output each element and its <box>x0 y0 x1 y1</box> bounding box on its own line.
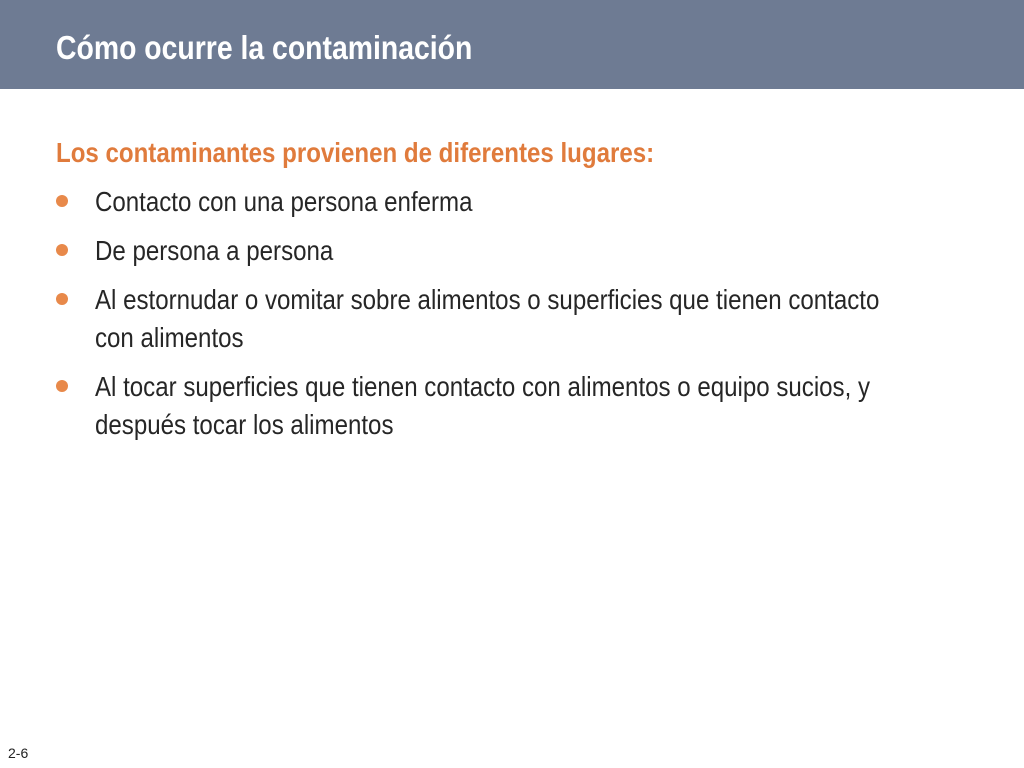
bullet-text-line: con alimentos <box>95 322 244 353</box>
bullet-item <box>56 183 956 221</box>
title-bar <box>0 0 1024 89</box>
bullet-item <box>56 368 956 444</box>
bullet-dot-icon <box>56 244 68 256</box>
slide-content <box>56 133 956 455</box>
bullet-text-line: Contacto con una persona enferma <box>95 186 473 217</box>
section-heading: Los contaminantes provienen de diferentes lugares: <box>56 137 655 168</box>
bullet-list <box>56 183 956 444</box>
bullet-text-line: Al estornudar o vomitar sobre alimentos o superficies que tienen contacto <box>95 284 880 315</box>
bullet-dot-icon <box>56 293 68 305</box>
slide-number: 2-6 <box>8 745 29 761</box>
bullet-dot-icon <box>56 380 68 392</box>
bullet-item <box>56 232 956 270</box>
bullet-text-line: De persona a persona <box>95 235 334 266</box>
bullet-item <box>56 281 956 357</box>
slide-title: Cómo ocurre la contaminación <box>56 29 473 66</box>
bullet-text-line: Al tocar superficies que tienen contacto con alimentos o equipo sucios, y <box>95 371 871 402</box>
bullet-text-line: después tocar los alimentos <box>95 409 394 440</box>
bullet-dot-icon <box>56 195 68 207</box>
